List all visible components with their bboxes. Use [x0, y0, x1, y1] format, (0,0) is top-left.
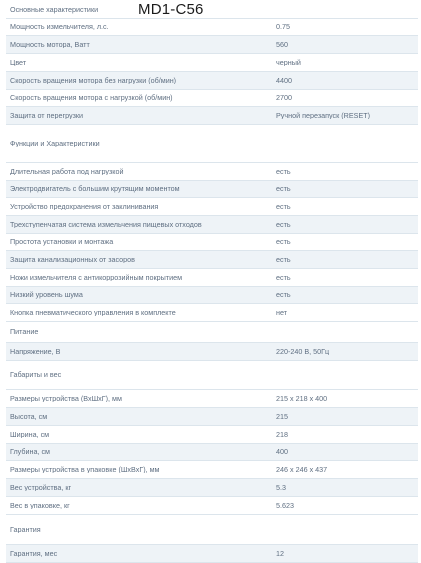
spec-row	[6, 234, 418, 251]
section-heading-label: Основные характеристики	[10, 6, 99, 14]
spec-value: есть	[276, 291, 291, 299]
spec-value: есть	[276, 273, 291, 282]
section-heading-main	[6, 2, 418, 19]
spec-row	[6, 181, 418, 198]
spec-value: 5.3	[276, 483, 286, 492]
spec-value: 400	[276, 448, 288, 456]
section-heading-features	[6, 125, 418, 163]
spec-label: Ножи измельчителя с антикоррозийным покрытием	[10, 273, 183, 282]
spec-row	[6, 444, 418, 461]
section-heading-label: Функции и Характеристики	[10, 139, 100, 148]
spec-value: 2700	[276, 94, 292, 102]
spec-label: Мощность мотора, Ватт	[10, 40, 90, 49]
spec-row	[6, 426, 418, 444]
spec-row	[6, 461, 418, 479]
spec-value: 215 x 218 x 400	[276, 394, 328, 403]
spec-label: Электродвигатель с большим крутящим моментом	[10, 185, 180, 193]
spec-label: Высота, см	[10, 412, 48, 421]
spec-value: нет	[276, 308, 288, 317]
spec-row	[6, 54, 418, 72]
spec-label: Мощность измельчителя, л.с.	[10, 23, 109, 31]
model-title: MD1-C56	[138, 1, 204, 18]
spec-label: Размеры устройства (ВхШхГ), мм	[10, 394, 122, 403]
spec-value: есть	[276, 238, 291, 246]
spec-value: 12	[276, 549, 284, 558]
section-heading-warranty	[6, 515, 418, 545]
spec-value: черный	[276, 58, 301, 67]
section-heading-label: Габариты и вес	[10, 371, 62, 379]
spec-value: 0.75	[276, 23, 290, 31]
spec-row	[6, 304, 418, 322]
spec-value: Ручной перезапуск (RESET)	[276, 111, 371, 120]
spec-row	[6, 90, 418, 107]
spec-row	[6, 107, 418, 125]
spec-row	[6, 163, 418, 181]
spec-label: Ширина, см	[10, 430, 50, 439]
spec-table	[6, 2, 418, 563]
spec-value: 5.623	[276, 501, 294, 510]
spec-row	[6, 198, 418, 216]
spec-label: Кнопка пневматического управления в комплекте	[10, 308, 176, 317]
spec-value: 4400	[276, 76, 292, 85]
spec-value: есть	[276, 167, 291, 176]
spec-row	[6, 269, 418, 287]
spec-label: Размеры устройства в упаковке (ШхВхГ), мм	[10, 465, 160, 474]
spec-value: 215	[276, 412, 288, 421]
spec-row	[6, 497, 418, 515]
spec-label: Напряжение, В	[10, 347, 61, 356]
spec-row	[6, 408, 418, 426]
spec-value: 560	[276, 40, 288, 49]
spec-row	[6, 390, 418, 408]
spec-row	[6, 251, 418, 269]
spec-value: 218	[276, 430, 288, 439]
spec-value: есть	[276, 185, 291, 193]
spec-label: Гарантия, мес	[10, 549, 58, 558]
spec-row	[6, 216, 418, 234]
spec-label: Скорость вращения мотора без нагрузки (об/мин)	[10, 76, 177, 85]
section-heading-dimensions	[6, 361, 418, 390]
spec-row	[6, 72, 418, 90]
spec-row	[6, 479, 418, 497]
spec-label: Вес устройства, кг	[10, 483, 72, 492]
spec-label: Вес в упаковке, кг	[10, 501, 70, 510]
spec-label: Скорость вращения мотора с нагрузкой (об/мин)	[10, 94, 173, 102]
spec-label: Простота установки и монтажа	[10, 238, 114, 246]
spec-value: 220-240 В, 50Гц	[276, 347, 330, 356]
spec-label: Трехступенчатая система измельчения пищевых отходов	[10, 220, 202, 229]
spec-row	[6, 545, 418, 563]
spec-value: есть	[276, 202, 291, 211]
spec-label: Защита от перегрузки	[10, 111, 84, 120]
section-heading-label: Гарантия	[10, 525, 41, 534]
spec-label: Длительная работа под нагрузкой	[10, 167, 124, 176]
spec-label: Цвет	[10, 58, 27, 67]
spec-label: Защита канализационных от засоров	[10, 255, 135, 264]
spec-row	[6, 343, 418, 361]
spec-row	[6, 287, 418, 304]
spec-label: Устройство предохранения от заклинивания	[10, 202, 159, 211]
spec-row	[6, 36, 418, 54]
spec-label: Низкий уровень шума	[10, 291, 83, 299]
spec-value: есть	[276, 220, 291, 229]
spec-label: Глубина, см	[10, 448, 50, 456]
spec-row	[6, 19, 418, 36]
section-heading-power	[6, 322, 418, 343]
section-heading-label: Питание	[10, 328, 39, 336]
spec-value: 246 x 246 x 437	[276, 465, 328, 474]
spec-value: есть	[276, 255, 291, 264]
